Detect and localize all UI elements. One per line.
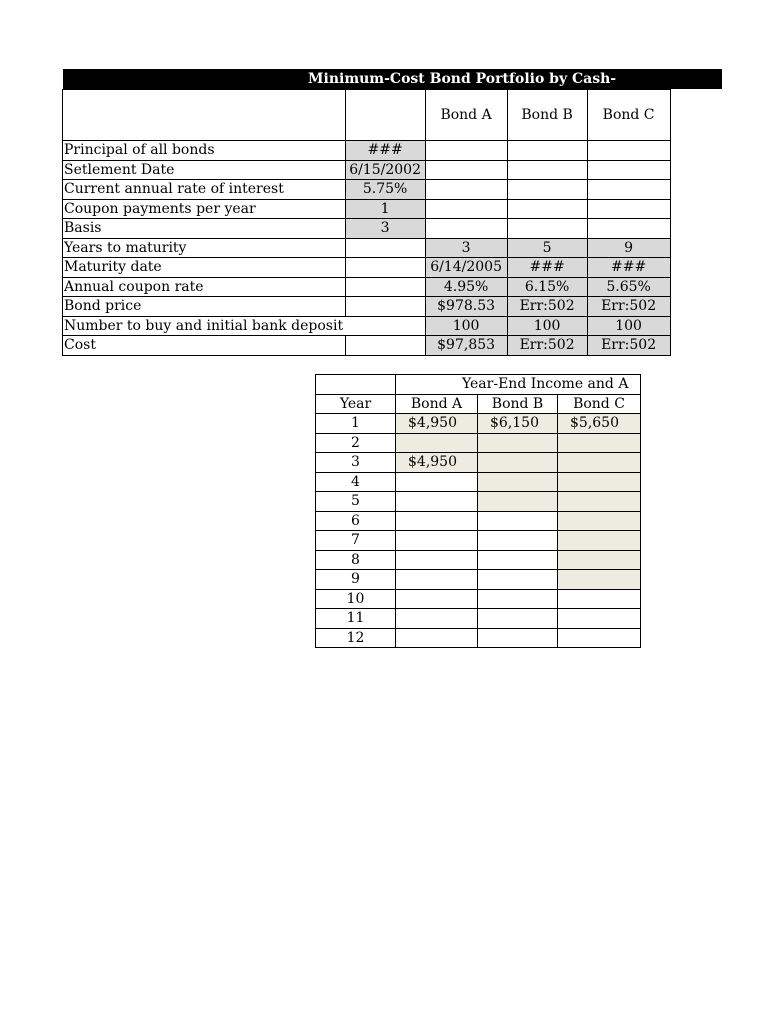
bond-b-income-cell[interactable]	[478, 589, 558, 609]
bond-c-income-cell[interactable]	[558, 492, 641, 512]
row-label[interactable]: Setlement Date	[63, 160, 346, 180]
bond-c-income-cell[interactable]	[558, 550, 641, 570]
cell[interactable]	[507, 180, 587, 200]
cell[interactable]	[507, 141, 587, 161]
bond-b-income-cell[interactable]	[478, 531, 558, 551]
bond-b-value[interactable]: 6.15%	[507, 277, 587, 297]
bond-a-income-cell[interactable]	[396, 492, 478, 512]
year-cell[interactable]: 1	[316, 414, 396, 434]
bond-a-value[interactable]: $97,853	[425, 336, 507, 356]
header-blank-input	[345, 90, 425, 141]
bond-a-value[interactable]: 100	[425, 316, 507, 336]
table-row	[316, 472, 641, 492]
bond-c-income-cell[interactable]	[558, 628, 641, 648]
table-row	[316, 433, 641, 453]
sheet-title: Minimum-Cost Bond Portfolio by Cash-	[308, 71, 617, 87]
bond-c-value[interactable]: 9	[587, 238, 670, 258]
bond-a-income-cell[interactable]	[396, 570, 478, 590]
table-header-row	[63, 90, 671, 141]
table-row	[63, 297, 671, 317]
cell[interactable]	[587, 199, 670, 219]
bond-a-income-cell[interactable]	[396, 511, 478, 531]
input-cell[interactable]: 3	[345, 219, 425, 239]
cell[interactable]	[425, 219, 507, 239]
header-bond-c[interactable]: Bond C	[587, 90, 670, 141]
bond-b-income-cell[interactable]	[478, 492, 558, 512]
bond-b-income-cell[interactable]	[478, 609, 558, 629]
table-header-row	[316, 394, 641, 414]
table-row	[63, 219, 671, 239]
bond-b-income-cell[interactable]	[478, 570, 558, 590]
year-cell[interactable]: 6	[316, 511, 396, 531]
bond-c-value[interactable]: 100	[587, 316, 670, 336]
bond-b-value[interactable]: ###	[507, 258, 587, 278]
table-row	[316, 531, 641, 551]
row-label[interactable]: Maturity date	[63, 258, 346, 278]
table-row	[63, 199, 671, 219]
table-row	[316, 570, 641, 590]
bond-c-income-cell[interactable]	[558, 589, 641, 609]
row-label[interactable]: Cost	[63, 336, 346, 356]
cell[interactable]	[425, 199, 507, 219]
bond-c-income-cell[interactable]: $5,650	[558, 414, 641, 434]
bond-c-income-cell[interactable]	[558, 453, 641, 473]
bond-b-income-cell[interactable]: $6,150	[478, 414, 558, 434]
cell[interactable]	[316, 375, 396, 395]
row-label[interactable]: Basis	[63, 219, 346, 239]
table-row	[316, 492, 641, 512]
table-row	[63, 160, 671, 180]
bond-b-income-cell[interactable]	[478, 433, 558, 453]
input-cell[interactable]: 5.75%	[345, 180, 425, 200]
cell[interactable]	[345, 336, 425, 356]
bond-a-income-cell[interactable]	[396, 531, 478, 551]
year-cell[interactable]: 12	[316, 628, 396, 648]
bond-b-income-cell[interactable]	[478, 472, 558, 492]
table-row	[63, 277, 671, 297]
header-bond-b[interactable]: Bond B	[507, 90, 587, 141]
cell[interactable]	[587, 219, 670, 239]
table-row	[316, 414, 641, 434]
sheet-title-bar	[63, 69, 722, 89]
bond-c-value[interactable]: Err:502	[587, 336, 670, 356]
bond-b-value[interactable]: Err:502	[507, 336, 587, 356]
year-cell[interactable]: 10	[316, 589, 396, 609]
caption-row	[316, 375, 641, 395]
bond-c-value[interactable]: ###	[587, 258, 670, 278]
bond-b-value[interactable]: Err:502	[507, 297, 587, 317]
bond-a-income-cell[interactable]: $4,950	[396, 414, 478, 434]
bond-a-income-cell[interactable]: $4,950	[396, 453, 478, 473]
bond-b-income-cell[interactable]	[478, 550, 558, 570]
row-label[interactable]: Bond price	[63, 297, 346, 317]
bond-c-income-cell[interactable]	[558, 472, 641, 492]
input-cell[interactable]: 6/15/2002	[345, 160, 425, 180]
cell[interactable]	[587, 160, 670, 180]
bond-b-income-cell[interactable]	[478, 453, 558, 473]
income-table-caption[interactable]: Year-End Income and A	[396, 375, 641, 395]
bond-c-income-cell[interactable]	[558, 511, 641, 531]
bond-a-income-cell[interactable]	[396, 472, 478, 492]
cell[interactable]	[587, 180, 670, 200]
input-cell[interactable]: ###	[345, 141, 425, 161]
bond-a-value[interactable]: 3	[425, 238, 507, 258]
table-row	[316, 511, 641, 531]
row-label[interactable]: Coupon payments per year	[63, 199, 346, 219]
header-blank-label	[63, 90, 346, 141]
year-cell[interactable]: 4	[316, 472, 396, 492]
header-bond-b[interactable]: Bond B	[478, 394, 558, 414]
cell[interactable]	[425, 180, 507, 200]
year-cell[interactable]: 8	[316, 550, 396, 570]
table-row	[316, 609, 641, 629]
header-bond-c[interactable]: Bond C	[558, 394, 641, 414]
cell[interactable]	[507, 199, 587, 219]
table-row	[63, 141, 671, 161]
cell[interactable]	[587, 141, 670, 161]
table-row	[63, 238, 671, 258]
bond-c-value[interactable]: 5.65%	[587, 277, 670, 297]
bond-a-value[interactable]: 4.95%	[425, 277, 507, 297]
table-row	[316, 628, 641, 648]
row-label[interactable]: Years to maturity	[63, 238, 346, 258]
bond-b-value[interactable]: 100	[507, 316, 587, 336]
bond-b-income-cell[interactable]	[478, 511, 558, 531]
cell[interactable]	[345, 258, 425, 278]
bond-c-income-cell[interactable]	[558, 609, 641, 629]
year-cell[interactable]: 2	[316, 433, 396, 453]
cell[interactable]	[425, 141, 507, 161]
bond-c-value[interactable]: Err:502	[587, 297, 670, 317]
table-row	[316, 589, 641, 609]
year-cell[interactable]: 7	[316, 531, 396, 551]
row-label[interactable]: Principal of all bonds	[63, 141, 346, 161]
input-cell[interactable]: 1	[345, 199, 425, 219]
bond-a-value[interactable]: $978.53	[425, 297, 507, 317]
row-label[interactable]: Annual coupon rate	[63, 277, 346, 297]
row-label[interactable]: Current annual rate of interest	[63, 180, 346, 200]
table-row	[316, 453, 641, 473]
row-label[interactable]: Number to buy and initial bank deposit	[64, 317, 344, 334]
bond-a-income-cell[interactable]	[396, 609, 478, 629]
bond-a-value[interactable]: 6/14/2005	[425, 258, 507, 278]
bond-c-income-cell[interactable]	[558, 531, 641, 551]
cell[interactable]	[425, 160, 507, 180]
table-row	[63, 258, 671, 278]
bond-a-income-cell[interactable]	[396, 628, 478, 648]
table-row	[316, 550, 641, 570]
bond-c-income-cell[interactable]	[558, 433, 641, 453]
bond-c-income-cell[interactable]	[558, 570, 641, 590]
income-rows	[316, 414, 641, 648]
cell[interactable]	[507, 160, 587, 180]
cell[interactable]	[507, 219, 587, 239]
table-row	[63, 336, 671, 356]
year-end-income-table	[315, 374, 641, 648]
cell[interactable]	[345, 297, 425, 317]
bond-a-income-cell[interactable]	[396, 550, 478, 570]
year-cell[interactable]: 3	[316, 453, 396, 473]
cell[interactable]	[345, 238, 425, 258]
bond-parameters-table	[62, 89, 671, 356]
bond-b-income-cell[interactable]	[478, 628, 558, 648]
year-header[interactable]: Year	[316, 394, 396, 414]
year-cell[interactable]: 9	[316, 570, 396, 590]
year-cell[interactable]: 5	[316, 492, 396, 512]
bond-a-income-cell[interactable]	[396, 433, 478, 453]
cell[interactable]	[345, 316, 425, 336]
year-cell[interactable]: 11	[316, 609, 396, 629]
header-bond-a[interactable]: Bond A	[396, 394, 478, 414]
bond-a-income-cell[interactable]	[396, 589, 478, 609]
bond-b-value[interactable]: 5	[507, 238, 587, 258]
table-row	[63, 316, 671, 336]
cell[interactable]	[345, 277, 425, 297]
header-bond-a[interactable]: Bond A	[425, 90, 507, 141]
table-row	[63, 180, 671, 200]
